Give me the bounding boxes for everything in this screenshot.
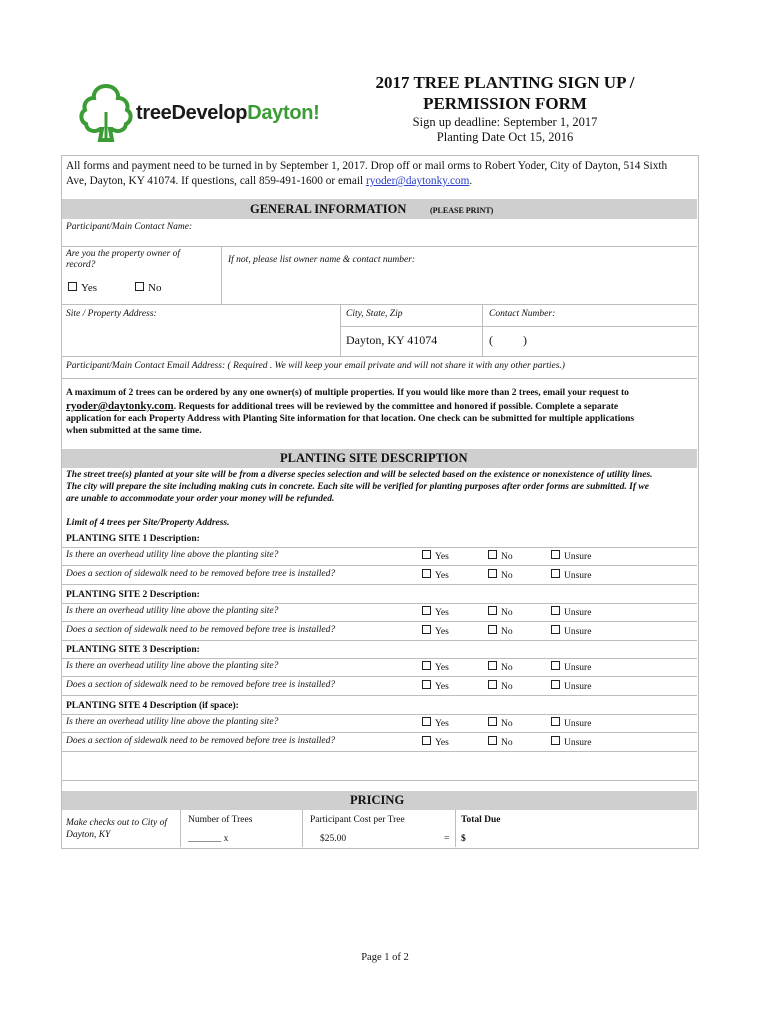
planting-site-title: PLANTING SITE 2 Description:: [66, 589, 200, 600]
checkbox-icon[interactable]: [422, 680, 431, 689]
number-of-trees-label: Number of Trees: [188, 815, 253, 825]
site-option-label: Yes: [435, 738, 449, 749]
intro-line-1: All forms and payment need to be turned in by September 1, 2017. Drop off or mail orms to Robert Yoder, City of Dayton, 514 Sixth: [66, 160, 668, 172]
please-print-note: (PLEASE PRINT): [430, 206, 494, 215]
checkbox-icon[interactable]: [422, 625, 431, 634]
owner-question-line-2: record?: [66, 260, 96, 270]
checkbox-icon[interactable]: [551, 680, 560, 689]
site-option-yes[interactable]: [422, 550, 449, 562]
total-due-label: Total Due: [461, 815, 501, 825]
divider: [180, 810, 181, 847]
checkbox-icon[interactable]: [488, 569, 497, 578]
divider: [62, 714, 697, 715]
owner-contact-label: If not, please list owner name & contact number:: [228, 255, 416, 265]
divider: [62, 732, 697, 733]
site-address-label: Site / Property Address:: [66, 309, 157, 319]
divider: [62, 356, 697, 357]
site-option-label: Unsure: [564, 626, 592, 637]
logo-wordmark: [136, 102, 320, 125]
site-question: Does a section of sidewalk need to be removed before tree is installed?: [66, 569, 336, 579]
checks-payable-line-2: Dayton, KY: [66, 830, 111, 840]
checkbox-icon[interactable]: [488, 625, 497, 634]
site-option-no[interactable]: [488, 625, 513, 637]
divider: [62, 603, 697, 604]
planting-site-title: PLANTING SITE 4 Description (if space):: [66, 701, 239, 712]
max-notice-line-2: [66, 400, 618, 412]
checkbox-icon[interactable]: [551, 569, 560, 578]
site-option-no[interactable]: [488, 736, 513, 748]
divider: [62, 246, 697, 247]
intro-line-2-text: Ave, Dayton, KY 41074. If questions, call 859-491-1600 or email: [66, 175, 366, 187]
owner-yes-label: Yes: [81, 282, 98, 294]
title-line-1: 2017 TREE PLANTING SIGN UP /: [375, 73, 635, 92]
site-option-label: Yes: [435, 663, 449, 674]
site-option-unsure[interactable]: [551, 625, 591, 637]
site-option-yes[interactable]: [422, 606, 449, 618]
divider: [62, 378, 697, 379]
owner-no-option[interactable]: [135, 282, 161, 294]
site-option-label: Yes: [435, 607, 449, 618]
contact-number-value[interactable]: ( ): [489, 333, 527, 347]
checkbox-icon[interactable]: [68, 282, 77, 291]
site-question: Is there an overhead utility line above the planting site?: [66, 605, 279, 616]
city-state-zip-label: City, State, Zip: [346, 309, 403, 319]
checkbox-icon[interactable]: [551, 625, 560, 634]
site-option-unsure[interactable]: [551, 569, 591, 581]
site-option-label: Unsure: [564, 571, 592, 581]
equals-sign: =: [444, 834, 450, 844]
cost-per-tree-value: $25.00: [320, 834, 347, 844]
divider: [62, 676, 697, 677]
site-option-label: No: [501, 552, 513, 562]
checkbox-icon[interactable]: [488, 717, 497, 726]
divider: [62, 621, 697, 622]
site-option-label: Unsure: [564, 663, 592, 674]
owner-yes-option[interactable]: [68, 282, 97, 294]
divider: [340, 326, 697, 327]
checkbox-icon[interactable]: [422, 736, 431, 745]
form-title: [340, 72, 670, 114]
site-question: Does a section of sidewalk need to be removed before tree is installed?: [66, 624, 336, 635]
general-info-title: GENERAL INFORMATION: [250, 202, 407, 216]
site-option-unsure[interactable]: [551, 680, 591, 692]
site-option-no[interactable]: [488, 550, 513, 562]
site-option-label: No: [501, 626, 513, 637]
checkbox-icon[interactable]: [551, 606, 560, 615]
number-of-trees-value[interactable]: _______ x: [188, 834, 229, 844]
site-question: Does a section of sidewalk need to be removed before tree is installed?: [66, 736, 336, 747]
checkbox-icon[interactable]: [551, 736, 560, 745]
site-option-label: Unsure: [564, 552, 592, 562]
divider: [62, 751, 697, 752]
site-option-label: Unsure: [564, 738, 592, 749]
checkbox-icon[interactable]: [488, 736, 497, 745]
site-option-no[interactable]: [488, 569, 513, 581]
site-option-unsure[interactable]: [551, 606, 591, 618]
signup-deadline: Sign up deadline: September 1, 2017: [412, 115, 598, 129]
divider: [340, 304, 341, 356]
site-option-label: Yes: [435, 682, 449, 693]
site-option-yes[interactable]: [422, 680, 449, 692]
site-option-label: Yes: [435, 719, 449, 730]
site-option-label: No: [501, 571, 513, 581]
site-option-unsure[interactable]: [551, 550, 591, 562]
owner-question-line-1: Are you the property owner of: [66, 249, 181, 259]
site-option-label: Unsure: [564, 719, 592, 730]
limit-per-site: Limit of 4 trees per Site/Property Address.: [66, 518, 230, 528]
checkbox-icon[interactable]: [422, 606, 431, 615]
max-notice-line-1: A maximum of 2 trees can be ordered by any one owner(s) of multiple properties. If you would like more than 2 trees, email your request to: [66, 388, 629, 398]
site-option-label: Yes: [435, 571, 449, 581]
intro-line-2-end: .: [469, 175, 473, 187]
total-due-value[interactable]: $: [461, 834, 466, 844]
checkbox-icon[interactable]: [422, 661, 431, 670]
planting-site-title: PLANTING SITE 1 Description:: [66, 534, 200, 544]
site-question: Is there an overhead utility line above the planting site?: [66, 717, 279, 728]
site-question: Is there an overhead utility line above the planting site?: [66, 661, 279, 672]
site-option-yes[interactable]: [422, 625, 449, 637]
max-notice-line-3: application for each Property Address with Planting Site information for that location. One check can be submitted for multiple applications: [66, 414, 635, 424]
divider: [221, 246, 222, 304]
planting-desc-line-2: The city will prepare the site including making cuts in concrete. Each site will be verified for planting purposes after order forms are submitted. If we: [66, 482, 649, 492]
logo-text-tree: treeDevelop: [136, 102, 248, 124]
max-notice-line-4: when submitted at the same time.: [66, 426, 202, 436]
site-option-label: Yes: [435, 626, 449, 637]
max-notice-email-link[interactable]: ryoder@daytonky.com: [66, 400, 174, 412]
city-state-zip-value[interactable]: Dayton, KY 41074: [346, 333, 438, 347]
site-option-unsure[interactable]: [551, 717, 591, 729]
pricing-title: PRICING: [350, 793, 405, 807]
site-question: Is there an overhead utility line above the planting site?: [66, 550, 279, 560]
site-option-label: No: [501, 719, 513, 730]
checkbox-icon[interactable]: [422, 550, 431, 559]
logo: [78, 82, 320, 144]
site-option-unsure[interactable]: [551, 736, 591, 748]
site-option-yes[interactable]: [422, 569, 449, 581]
checkbox-icon[interactable]: [551, 550, 560, 559]
intro-email-link[interactable]: ryoder@daytonky.com: [365, 175, 470, 187]
title-line-2: PERMISSION FORM: [423, 94, 587, 113]
site-option-label: No: [501, 682, 513, 693]
site-option-label: No: [501, 663, 513, 674]
site-option-label: No: [501, 607, 513, 618]
planting-date: Planting Date Oct 15, 2016: [436, 130, 574, 144]
page-number: Page 1 of 2: [361, 952, 409, 963]
logo-text-dayton: Dayton!: [247, 102, 320, 124]
site-option-yes[interactable]: [422, 661, 449, 673]
checkbox-icon[interactable]: [488, 680, 497, 689]
contact-number-label: Contact Number:: [489, 309, 556, 319]
divider: [62, 658, 697, 659]
checkbox-icon[interactable]: [422, 717, 431, 726]
divider: [62, 780, 697, 781]
cost-per-tree-label: Participant Cost per Tree: [310, 815, 405, 825]
form-subtitle: [340, 115, 670, 145]
site-option-label: Unsure: [564, 607, 592, 618]
divider: [62, 695, 697, 696]
email-address-label: Participant/Main Contact Email Address: ( Required . We will keep your email private and will not share it with any other parties.): [66, 361, 565, 371]
divider: [62, 547, 697, 548]
checkbox-icon[interactable]: [488, 661, 497, 670]
planting-site-title: PLANTING SITE DESCRIPTION: [280, 451, 468, 465]
planting-site-title: PLANTING SITE 3 Description:: [66, 645, 200, 656]
checkbox-icon[interactable]: [551, 717, 560, 726]
site-option-label: Yes: [435, 552, 449, 562]
divider: [62, 304, 697, 305]
site-option-label: Unsure: [564, 682, 592, 693]
max-notice-line-2-text: . Requests for additional trees will be reviewed by the committee and honored if possible. Complete a separate: [173, 402, 619, 412]
divider: [62, 584, 697, 585]
site-option-no[interactable]: [488, 606, 513, 618]
divider: [455, 810, 456, 847]
divider: [302, 810, 303, 847]
site-option-unsure[interactable]: [551, 661, 591, 673]
checks-payable-line-1: Make checks out to City of: [66, 818, 168, 828]
checkbox-icon[interactable]: [551, 661, 560, 670]
tree-icon: [78, 82, 134, 144]
divider: [482, 304, 483, 356]
planting-desc-line-1: The street tree(s) planted at your site will be from a diverse species selection and will be selected based on the existence or nonexistence of utility lines.: [66, 470, 653, 480]
intro-line-2: [66, 175, 472, 187]
checkbox-icon[interactable]: [422, 569, 431, 578]
planting-desc-line-3: are unable to accommodate your order your money will be refunded.: [66, 494, 335, 504]
site-option-no[interactable]: [488, 661, 513, 673]
checkbox-icon[interactable]: [135, 282, 144, 291]
owner-no-label: No: [148, 282, 162, 294]
site-option-label: No: [501, 738, 513, 749]
divider: [62, 565, 697, 566]
checkbox-icon[interactable]: [488, 606, 497, 615]
site-question: Does a section of sidewalk need to be removed before tree is installed?: [66, 680, 336, 691]
checkbox-icon[interactable]: [488, 550, 497, 559]
site-option-yes[interactable]: [422, 736, 449, 748]
site-option-yes[interactable]: [422, 717, 449, 729]
site-option-no[interactable]: [488, 717, 513, 729]
divider: [62, 640, 697, 641]
participant-name-label: Participant/Main Contact Name:: [66, 222, 193, 232]
site-option-no[interactable]: [488, 680, 513, 692]
